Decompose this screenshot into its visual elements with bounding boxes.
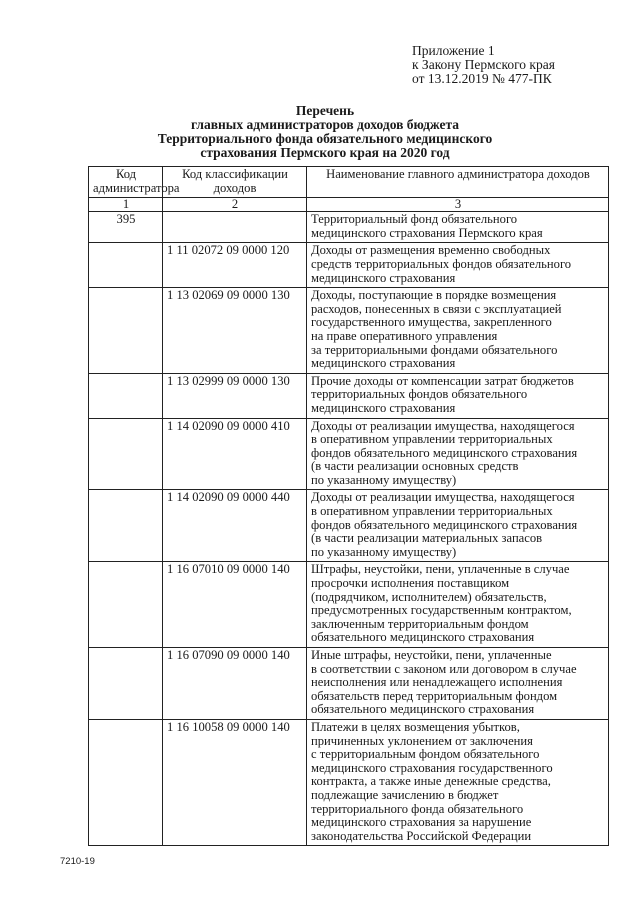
name-line: Территориальный фонд обязательного [311,212,518,227]
name-line: на праве оперативного управления [311,328,498,343]
column-number: 3 [307,198,609,212]
table-row [89,212,609,243]
name-line: средств территориальных фондов обязательного [311,256,572,271]
name-line: (в части реализации основных средств [311,459,519,474]
appendix-header [412,44,555,86]
column-number-row [89,198,609,212]
name-line: с территориальным фондом обязательного [311,747,540,762]
column-number: 1 [89,198,163,212]
classification-code-cell [163,212,307,243]
admin-name-cell [307,288,609,374]
name-line: по указанному имуществу) [311,472,457,487]
name-line: контракта, а также иные денежные средства, [311,774,551,789]
name-line: фондов обязательного медицинского страхования [311,445,578,460]
name-line: территориальных фондов обязательного [311,387,528,402]
admin-name-cell [307,648,609,720]
name-line: медицинского страхования за нарушение [311,815,532,830]
name-line: Прочие доходы от компенсации затрат бюджетов [311,373,574,388]
revenue-administrators-table [88,166,609,846]
classification-code-cell: 1 14 02090 09 0000 410 [163,418,307,490]
name-line: просрочки исполнения поставщиком [311,576,510,591]
admin-name-cell [307,212,609,243]
name-line: в соответствии с законом или договором в случае [311,661,577,676]
name-line: Доходы от размещения временно свободных [311,243,551,258]
name-line: медицинского страхования [311,400,456,415]
name-line: заключенным территориальным фондом [311,616,529,631]
header-admin-name: Наименование главного администратора доходов [307,167,609,198]
classification-code-cell: 1 16 10058 09 0000 140 [163,719,307,845]
admin-name-cell [307,243,609,288]
table-row [89,719,609,845]
appendix-line: к Закону Пермского края [412,57,555,72]
classification-code-cell: 1 13 02999 09 0000 130 [163,373,307,418]
table-row [89,562,609,648]
name-line: в оперативном управлении территориальных [311,504,553,519]
table-row [89,288,609,374]
admin-code-cell [89,373,163,418]
admin-code-cell [89,418,163,490]
column-number: 2 [163,198,307,212]
header-admin-code: Код администратора [89,167,163,198]
admin-code-cell [89,490,163,562]
name-line: за территориальными фондами обязательного [311,342,558,357]
admin-code-cell [89,648,163,720]
name-line: территориального фонда обязательного [311,801,524,816]
admin-code-cell [89,243,163,288]
table-row [89,490,609,562]
admin-code-cell [89,719,163,845]
name-line: обязательного медицинского страхования [311,702,535,717]
document-title [90,104,560,160]
name-line: по указанному имуществу) [311,544,457,559]
table-row [89,418,609,490]
name-line: медицинского страхования государственного [311,760,553,775]
name-line: предусмотренных государственным контрактом, [311,603,572,618]
classification-code-cell: 1 16 07090 09 0000 140 [163,648,307,720]
classification-code-cell: 1 13 02069 09 0000 130 [163,288,307,374]
title-line: Перечень [295,103,355,118]
name-line: медицинского страхования Пермского края [311,225,543,240]
admin-name-cell [307,562,609,648]
name-line: расходов, понесенных в связи с эксплуатацией [311,301,562,316]
name-line: Доходы, поступающие в порядке возмещения [311,288,557,303]
admin-code-cell [89,562,163,648]
table-header-row [89,167,609,198]
classification-code-cell: 1 14 02090 09 0000 440 [163,490,307,562]
name-line: Штрафы, неустойки, пени, уплаченные в случае [311,562,570,577]
classification-code-cell: 1 11 02072 09 0000 120 [163,243,307,288]
name-line: Иные штрафы, неустойки, пени, уплаченные [311,648,552,662]
appendix-line: от 13.12.2019 № 477-ПК [412,71,552,86]
admin-code-cell: 395 [89,212,163,243]
admin-name-cell [307,719,609,845]
table-row [89,243,609,288]
admin-code-cell [89,288,163,374]
name-line: фондов обязательного медицинского страхования [311,517,578,532]
title-line: главных администраторов доходов бюджета [190,117,460,132]
name-line: государственного имущества, закрепленного [311,315,552,330]
name-line: (в части реализации материальных запасов [311,531,543,546]
name-line: Платежи в целях возмещения убытков, [311,719,520,734]
classification-code-cell: 1 16 07010 09 0000 140 [163,562,307,648]
table-row [89,373,609,418]
name-line: в оперативном управлении территориальных [311,432,553,447]
name-line: причиненных уклонением от заключения [311,733,533,748]
name-line: обязательств перед территориальным фондом [311,688,558,703]
name-line: подлежащие зачислению в бюджет [311,787,499,802]
admin-name-cell [307,418,609,490]
appendix-line: Приложение 1 [412,43,495,58]
table-row [89,648,609,720]
admin-name-cell [307,373,609,418]
name-line: обязательного медицинского страхования [311,630,535,645]
name-line: медицинского страхования [311,270,456,285]
name-line: неисполнения или ненадлежащего исполнения [311,675,563,690]
name-line: законодательства Российской Федерации [311,828,532,843]
name-line: медицинского страхования [311,356,456,371]
document-code: 7210-19 [60,856,95,867]
name-line: Доходы от реализации имущества, находящегося [311,490,575,505]
header-classification-code: Код классификации доходов [163,167,307,198]
title-line: Территориального фонда обязательного медицинского [157,131,493,146]
title-line: страхования Пермского края на 2020 год [200,145,450,160]
name-line: (подрядчиком, исполнителем) обязательств, [311,589,547,604]
admin-name-cell [307,490,609,562]
name-line: Доходы от реализации имущества, находящегося [311,418,575,433]
